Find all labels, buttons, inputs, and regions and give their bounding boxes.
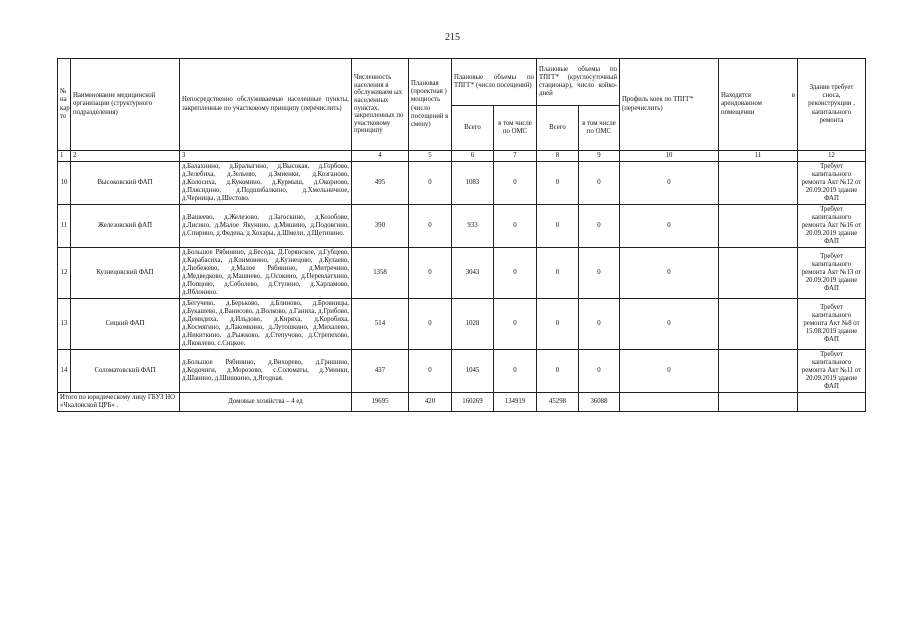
facilities-table — [57, 58, 866, 412]
row-visits-oms: 0 — [494, 248, 537, 299]
row-beds-total: 0 — [537, 205, 579, 248]
row-profile: 0 — [620, 299, 719, 350]
row-no: 11 — [58, 205, 71, 248]
row-visits-total: 3043 — [452, 248, 494, 299]
row-rented — [719, 299, 798, 350]
row-no: 13 — [58, 299, 71, 350]
total-visits-oms: 134919 — [494, 393, 537, 412]
row-rented — [719, 350, 798, 393]
row-building: Требует капитального ремонта Акт №12 от 20.09.2019 здание ФАП — [798, 162, 866, 205]
column-number: 8 — [537, 151, 579, 162]
total-label: Итого по юридическому лицу ГБУЗ НО «Чкаловской ЦРБ» . — [58, 393, 180, 412]
total-population: 19695 — [352, 393, 409, 412]
row-capacity: 0 — [409, 350, 452, 393]
row-name: Железовский фАП — [71, 205, 180, 248]
row-beds-total: 0 — [537, 350, 579, 393]
table-row — [58, 162, 866, 205]
row-beds-oms: 0 — [579, 299, 620, 350]
column-number: 3 — [180, 151, 352, 162]
header-visits-oms: в том числе по ОМС — [494, 106, 537, 151]
column-number: 9 — [579, 151, 620, 162]
row-building: Требует капитального ремонта Акт №11 от 20.09.2019 здание ФАП — [798, 350, 866, 393]
row-building: Требует капитального ремонта Акт №13 от 20.09.2019 здание ФАП — [798, 248, 866, 299]
row-population: 390 — [352, 205, 409, 248]
row-population: 437 — [352, 350, 409, 393]
row-capacity: 0 — [409, 299, 452, 350]
table-row — [58, 299, 866, 350]
row-points: д.Вашеево, д.Железово, д.Загоскино, д.Козобово, д.Лисино, д.Малое Якунино, д.Мишино, д.Подовгино, д.Спирино, д.Федена, д.Хохары, д.Шмели, д.Щетинино. — [180, 205, 352, 248]
header-rented: Находятся в арендованном помещении — [719, 59, 798, 151]
column-number: 2 — [71, 151, 180, 162]
table-row — [58, 248, 866, 299]
table-row — [58, 350, 866, 393]
row-visits-oms: 0 — [494, 350, 537, 393]
header-org: Наименование медицинской организации (структурного подразделения) — [71, 59, 180, 151]
row-visits-oms: 0 — [494, 162, 537, 205]
table-row — [58, 205, 866, 248]
row-visits-oms: 0 — [494, 299, 537, 350]
column-number-row — [58, 151, 866, 162]
total-beds-oms: 36088 — [579, 393, 620, 412]
row-no: 10 — [58, 162, 71, 205]
column-number: 1 — [58, 151, 71, 162]
row-capacity: 0 — [409, 248, 452, 299]
row-beds-oms: 0 — [579, 162, 620, 205]
header-building: Здание требует сноса, реконструкции , капитального ремонта — [798, 59, 866, 151]
total-visits-total: 160269 — [452, 393, 494, 412]
header-population: Численность населения в обслуживаем ых населенных пунктах, закрепленных по участковому принципу — [352, 59, 409, 151]
row-name: Сицкий ФАП — [71, 299, 180, 350]
row-visits-total: 1045 — [452, 350, 494, 393]
row-name: Высоковский ФАП — [71, 162, 180, 205]
header-profile: Профиль коек по ТПГГ* (перечислить) — [620, 59, 719, 151]
header-beds-oms: в том числе по ОМС — [579, 106, 620, 151]
page-number: 215 — [445, 32, 460, 43]
row-points: д.Балахнино, д.Бралыгино, д.Высокая, д.Горбово, д.Зелебиха, д.Зельево, д.Змиенки, д.Козганово, д.Колосиха, д.Кукомино, д.Курмыш, д.Окориово, д.Плясидино, д.Подшибалкино, д.Хмельничное, д.Черницы, д.Шестово. — [180, 162, 352, 205]
row-no: 12 — [58, 248, 71, 299]
row-beds-total: 0 — [537, 248, 579, 299]
row-points: д.Большое Рябинино, д.Вихорево, д.Гришино, д.Кодочиги, д.Морозово, с.Соломаты, д.Умники, д.Шанино, д.Шишкино, д.Ягодная. — [180, 350, 352, 393]
row-population: 1358 — [352, 248, 409, 299]
column-number: 6 — [452, 151, 494, 162]
row-rented — [719, 205, 798, 248]
row-rented — [719, 248, 798, 299]
header-capacity: Плановая (проектная ) мощность (число посещений в смену) — [409, 59, 452, 151]
row-points: д.Бегучево, д.Берьково, д.Блиново, д.Бровницы, д.Букашево, д.Ванисово, д.Волково, д.Ганиха, д.Грибово, д.Демидиха, д.Ильдово, д.Киряха, д.Коробиха, д.Космягино, д.Лакомкино, д.Лутошкино, д.Михалево, д.Никиткино, д.Рыжково, д.Степучово, д.Стрепехово, д.Яковлево, с.Сицкое. — [180, 299, 352, 350]
column-number: 5 — [409, 151, 452, 162]
row-profile: 0 — [620, 248, 719, 299]
row-visits-total: 1083 — [452, 162, 494, 205]
total-profile — [620, 393, 719, 412]
total-beds-total: 45298 — [537, 393, 579, 412]
total-households: Домовые хозяйства – 4 ед — [180, 393, 352, 412]
row-beds-oms: 0 — [579, 248, 620, 299]
total-row — [58, 393, 866, 412]
row-beds-oms: 0 — [579, 205, 620, 248]
row-points: д.Большое Рябинино, д.Беседа, Д.Горянское, д.Губцево, д.Карабасиха, д.Климовино, д.Кузнецово, д.Кулаево, д.Любежево, д.Малое Рябинино, д.Митречино, д.Медведково, д.Машнево, д.Осокино, д.Перевлатхино, д.Попцово, д.Соболево, д.Ступино, д.Харламово, д.Яблонино. — [180, 248, 352, 299]
row-profile: 0 — [620, 162, 719, 205]
row-no: 14 — [58, 350, 71, 393]
column-number: 7 — [494, 151, 537, 162]
row-beds-total: 0 — [537, 299, 579, 350]
row-profile: 0 — [620, 205, 719, 248]
total-rented — [719, 393, 798, 412]
column-number: 12 — [798, 151, 866, 162]
row-profile: 0 — [620, 350, 719, 393]
header-visits-total: Всего — [452, 106, 494, 151]
row-name: Кузнецовский ФАП — [71, 248, 180, 299]
row-population: 514 — [352, 299, 409, 350]
row-visits-total: 1028 — [452, 299, 494, 350]
header-points: Непосредственно обслуживаемые населенные пункты, закрепленные по участковому принципу (перечислить) — [180, 59, 352, 151]
column-number: 4 — [352, 151, 409, 162]
header-row-1 — [58, 59, 866, 106]
total-capacity: 420 — [409, 393, 452, 412]
header-no: № на кар те — [58, 59, 71, 151]
row-capacity: 0 — [409, 162, 452, 205]
row-visits-oms: 0 — [494, 205, 537, 248]
row-building: Требует капитального ремонта Акт №8 от 15.08.2019 здание ФАП — [798, 299, 866, 350]
row-beds-total: 0 — [537, 162, 579, 205]
row-beds-oms: 0 — [579, 350, 620, 393]
total-building — [798, 393, 866, 412]
header-beds-group: Плановые объемы по ТПГГ* (круглосуточный стационар), число койко-дней — [537, 59, 620, 106]
row-building: Требует капитального ремонта Акт №16 от 20.09.2019 здание ФАП — [798, 205, 866, 248]
row-visits-total: 933 — [452, 205, 494, 248]
row-name: Соломатовский ФАП — [71, 350, 180, 393]
column-number: 11 — [719, 151, 798, 162]
row-capacity: 0 — [409, 205, 452, 248]
header-visits-group: Плановые объемы по ТПГГ* (число посещений) — [452, 59, 537, 106]
header-beds-total: Всего — [537, 106, 579, 151]
column-number: 10 — [620, 151, 719, 162]
row-rented — [719, 162, 798, 205]
row-population: 495 — [352, 162, 409, 205]
